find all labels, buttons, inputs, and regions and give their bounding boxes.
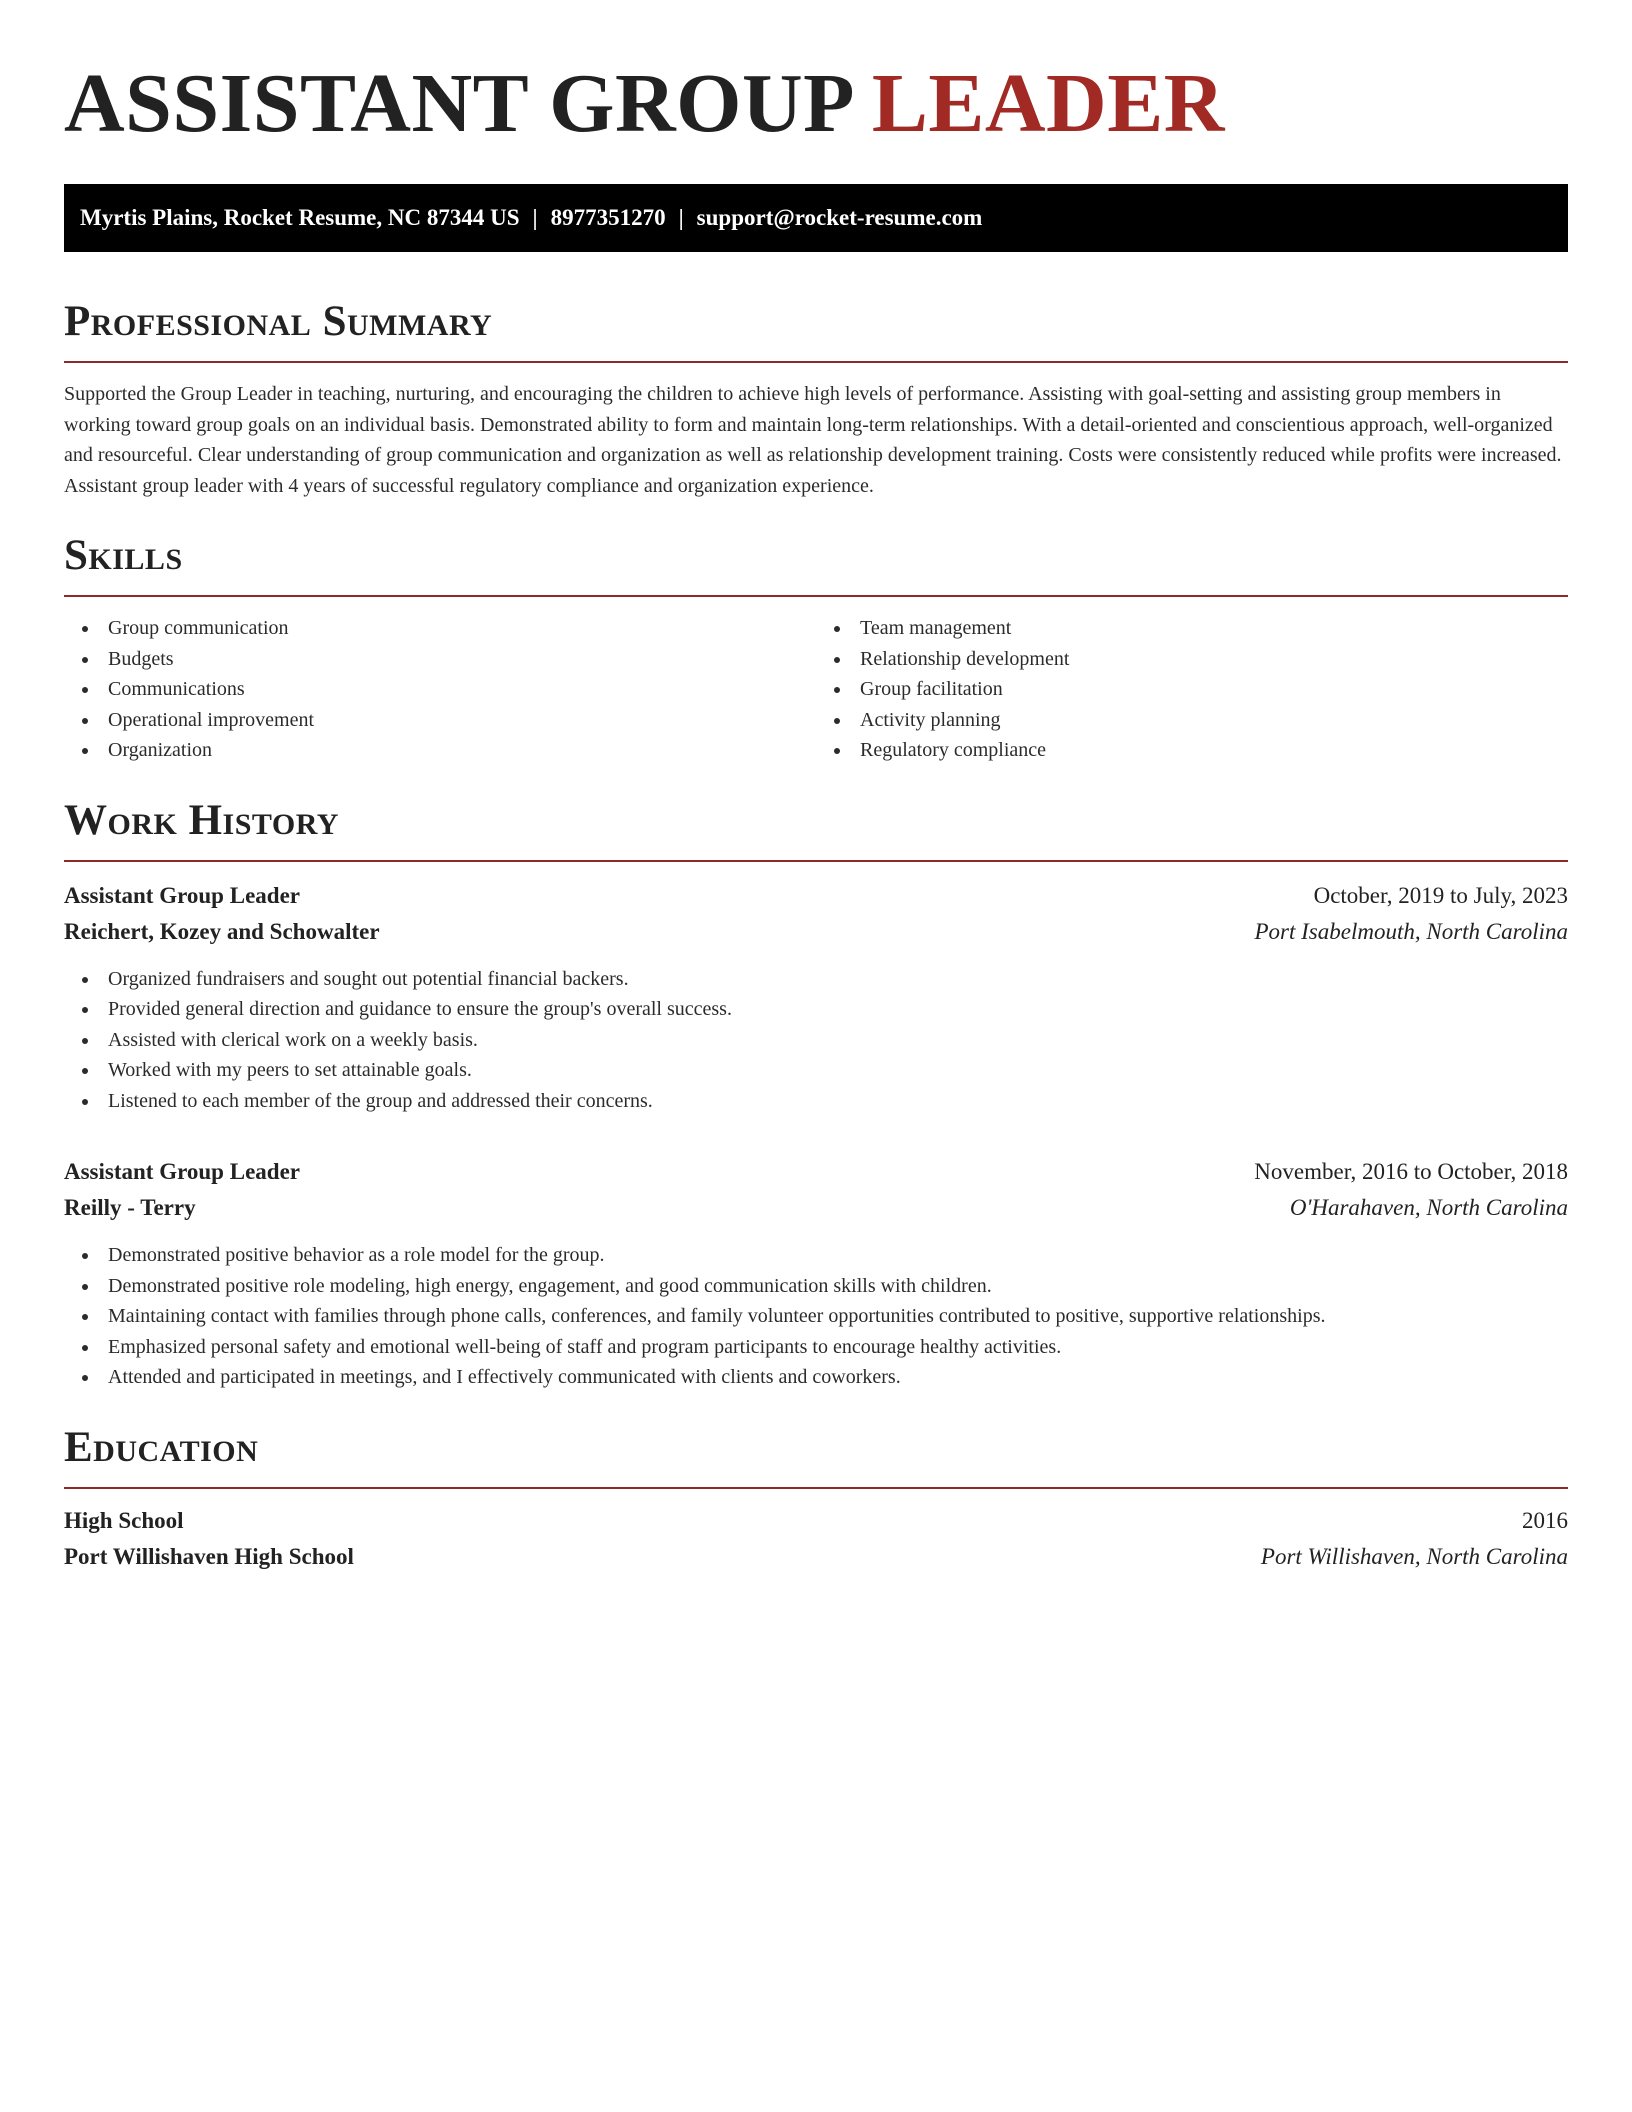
education-location: Port Willishaven, North Carolina	[1260, 1543, 1568, 1569]
skills-section	[64, 531, 1568, 766]
job-duties	[64, 1240, 1568, 1393]
contact-email: support@rocket-resume.com	[696, 205, 983, 230]
job-company: Reilly - Terry	[64, 1195, 196, 1220]
education-header-row	[64, 1503, 1568, 1539]
skill-item: Activity planning	[860, 705, 1568, 736]
job-duty: Organized fundraisers and sought out potential financial backers.	[108, 964, 1568, 995]
job-header-row	[64, 878, 1568, 914]
job-title: Assistant Group Leader	[64, 1159, 300, 1184]
job-company: Reichert, Kozey and Schowalter	[64, 918, 380, 944]
section-divider	[64, 1487, 1568, 1489]
job-company-row	[64, 1190, 1568, 1226]
contact-address: Myrtis Plains, Rocket Resume, NC 87344 US	[80, 205, 520, 230]
job-duty: Maintaining contact with families through phone calls, conferences, and family volunteer opportunities contributed to positive, supportive relationships.	[108, 1301, 1568, 1332]
skills-list	[64, 613, 1568, 766]
job-dates: October, 2019 to July, 2023	[1313, 882, 1568, 908]
education-school: Port Willishaven High School	[64, 1543, 354, 1569]
job-duty: Worked with my peers to set attainable goals.	[108, 1055, 1568, 1086]
contact-separator: |	[532, 205, 538, 230]
job-location: O'Harahaven, North Carolina	[1289, 1195, 1568, 1220]
skill-item: Group facilitation	[860, 674, 1568, 705]
job-company-row	[64, 914, 1568, 950]
skill-item: Regulatory compliance	[860, 735, 1568, 766]
job-header-row	[64, 1154, 1568, 1190]
job-duty: Assisted with clerical work on a weekly basis.	[108, 1025, 1568, 1056]
job-duty: Demonstrated positive role modeling, high energy, engagement, and good communication skills with children.	[108, 1271, 1568, 1302]
education-section	[64, 1423, 1568, 1575]
job-duty: Attended and participated in meetings, and I effectively communicated with clients and coworkers.	[108, 1362, 1568, 1393]
resume-page	[64, 0, 1568, 1575]
contact-separator: |	[678, 205, 684, 230]
resume-title	[64, 0, 1568, 152]
skill-item: Operational improvement	[108, 705, 816, 736]
education-year: 2016	[1522, 1507, 1568, 1533]
skill-item: Relationship development	[860, 644, 1568, 675]
job-duties	[64, 964, 1568, 1117]
skill-item: Budgets	[108, 644, 816, 675]
skill-item: Communications	[108, 674, 816, 705]
job-entry	[64, 1154, 1568, 1393]
section-divider	[64, 361, 1568, 363]
summary-heading: Professional Summary	[64, 298, 493, 345]
education-school-row	[64, 1539, 1568, 1575]
education-entry	[64, 1503, 1568, 1575]
summary-section	[64, 297, 1568, 501]
summary-text: Supported the Group Leader in teaching, nurturing, and encouraging the children to achieve high levels of performance. Assisting with goal-setting and assisting group members in working toward group goals on an individual basis. Demonstrated ability to form and maintain long-term relationships. With a detail-oriented and conscientious approach, well-organized and resourceful. Clear understanding of group communication and organization as well as relationship development training. Costs were consistently reduced while profits were increased. Assistant group leader with 4 years of successful regulatory compliance and organization experience.	[64, 383, 1562, 497]
skills-column-right	[816, 613, 1568, 766]
skills-heading: Skills	[64, 532, 183, 579]
job-location: Port Isabelmouth, North Carolina	[1254, 918, 1568, 944]
work-history-heading: Work History	[64, 796, 339, 844]
job-dates: November, 2016 to October, 2018	[1254, 1159, 1568, 1184]
skill-item: Team management	[860, 613, 1568, 644]
job-title: Assistant Group Leader	[64, 882, 300, 908]
job-duty: Emphasized personal safety and emotional well-being of staff and program participants to encourage healthy activities.	[108, 1332, 1568, 1363]
section-divider	[64, 595, 1568, 597]
skill-item: Group communication	[108, 613, 816, 644]
contact-bar	[64, 184, 1568, 252]
work-history-section	[64, 796, 1568, 1393]
section-divider	[64, 860, 1568, 862]
education-degree: High School	[64, 1507, 184, 1533]
contact-phone: 8977351270	[550, 205, 666, 230]
job-duty: Listened to each member of the group and addressed their concerns.	[108, 1086, 1568, 1117]
title-part-2: LEADER	[871, 57, 1225, 150]
job-duty: Demonstrated positive behavior as a role model for the group.	[108, 1240, 1568, 1271]
skills-column-left	[64, 613, 816, 766]
job-duty: Provided general direction and guidance to ensure the group's overall success.	[108, 994, 1568, 1025]
job-entry	[64, 878, 1568, 1117]
skill-item: Organization	[108, 735, 816, 766]
education-heading: Education	[64, 1423, 259, 1471]
title-part-1: ASSISTANT GROUP	[64, 57, 851, 150]
